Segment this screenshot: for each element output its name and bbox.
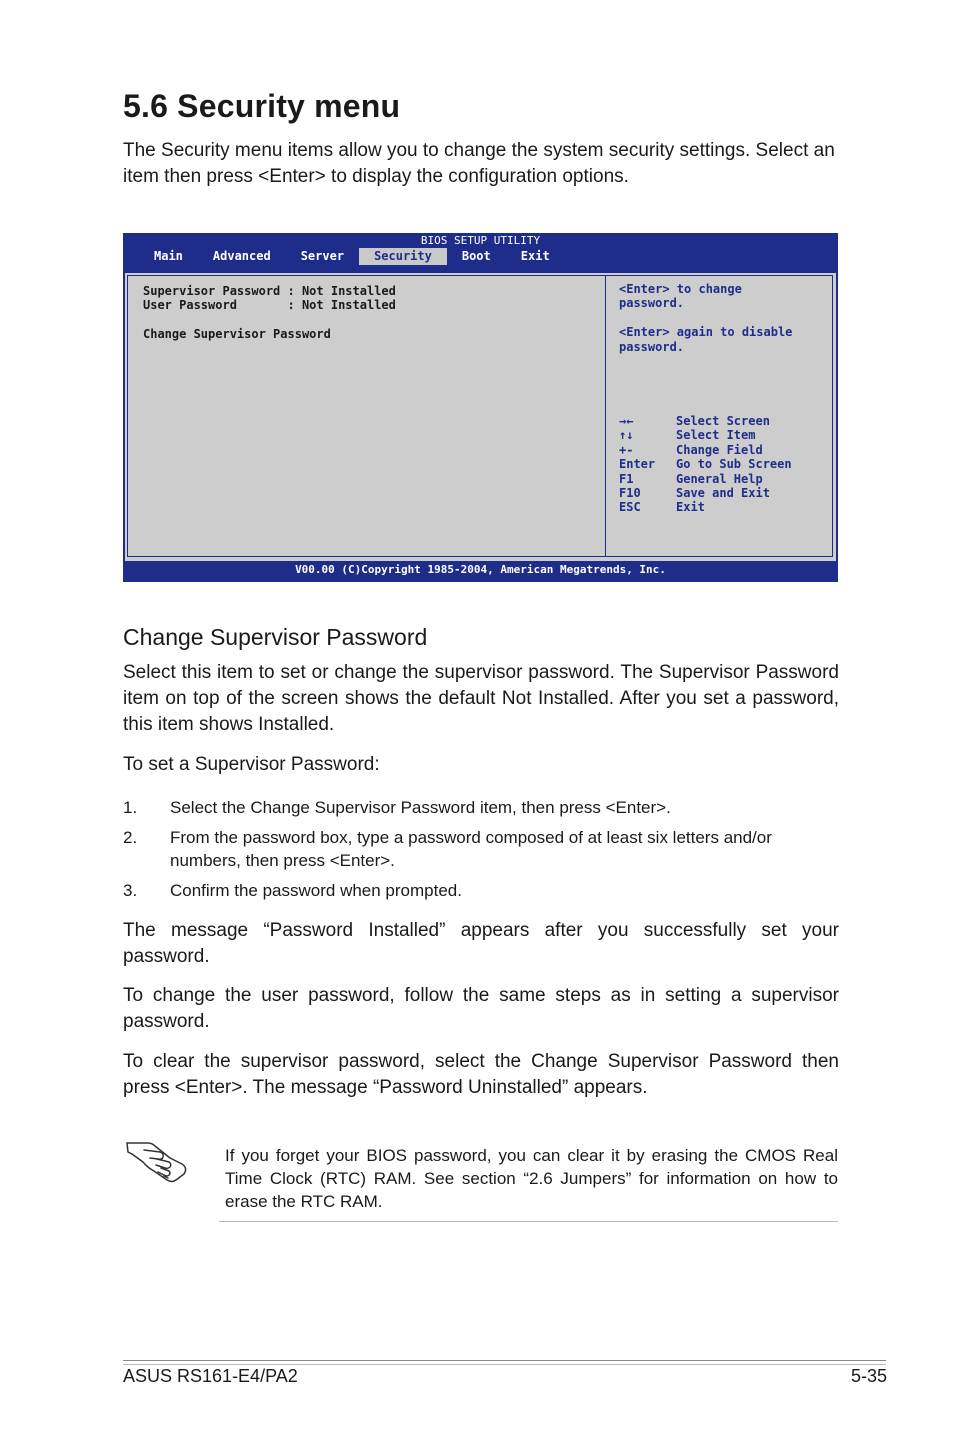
note-text: If you forget your BIOS password, you can clear it by erasing the CMOS Real Time Clock (RTC) RAM. See section “2.6 Jumpers” for information on how to erase the RTC RAM. — [225, 1146, 838, 1211]
key-row — [619, 472, 792, 486]
step-number: 2. — [123, 828, 138, 847]
key-name: F10 — [619, 485, 641, 500]
steps-intro: To set a Supervisor Password: — [123, 754, 380, 775]
footer-product: ASUS RS161-E4/PA2 — [123, 1366, 298, 1386]
key-action: Select Item — [676, 428, 756, 443]
intro-paragraph: The Security menu items allow you to change the system security settings. Select an item then press <Enter> to display the configuration options. — [123, 140, 835, 187]
key-row — [619, 428, 792, 442]
key-action: General Help — [676, 471, 763, 486]
bios-tab-main[interactable]: Main — [154, 249, 183, 263]
page-title: 5.6 Security menu — [123, 88, 401, 124]
bios-tab-security[interactable]: Security — [359, 248, 447, 265]
list-item — [123, 796, 839, 819]
key-name: →← — [619, 414, 634, 428]
bios-settings-list[interactable]: Supervisor Password : Not Installed User Password : Not Installed Change Supervisor Password — [143, 284, 396, 342]
key-name: F1 — [619, 471, 634, 486]
bios-tab-server[interactable]: Server — [300, 249, 345, 263]
list-item — [123, 879, 839, 902]
after-paragraph-3: To clear the supervisor password, select the Change Supervisor Password then press <Enter>. The message “Password Uninstalled” appears. — [123, 1051, 839, 1098]
key-action: Change Field — [676, 442, 763, 457]
section-title: Change Supervisor Password — [123, 624, 428, 650]
list-item — [123, 826, 839, 872]
bios-tab-advanced[interactable]: Advanced — [212, 249, 271, 263]
step-text: Select the Change Supervisor Password item, then press <Enter>. — [170, 798, 671, 817]
note-divider — [219, 1221, 838, 1222]
bios-screenshot — [123, 233, 838, 582]
hand-note-icon — [124, 1130, 192, 1186]
key-name: ESC — [619, 500, 641, 515]
steps-list — [123, 796, 839, 909]
key-name: +- — [619, 442, 634, 457]
footer-divider — [123, 1360, 886, 1365]
step-text: From the password box, type a password composed of at least six letters and/or numbers, then press <Enter>. — [170, 828, 772, 870]
key-row — [619, 486, 792, 500]
bios-tab-exit[interactable]: Exit — [520, 249, 550, 263]
key-row — [619, 443, 792, 457]
step-number: 3. — [123, 881, 138, 900]
step-text: Confirm the password when prompted. — [170, 881, 462, 900]
key-action: Go to Sub Screen — [676, 457, 792, 472]
key-action: Exit — [676, 500, 705, 515]
bios-frame — [127, 275, 833, 557]
bios-title: BIOS SETUP UTILITY — [420, 234, 541, 247]
section-description: Select this item to set or change the supervisor password. The Supervisor Password item on top of the screen shows the default Not Installed. After you set a password, this item shows Installed. — [123, 662, 839, 735]
key-action: Select Screen — [676, 414, 770, 428]
key-name: Enter — [619, 457, 656, 472]
bios-pane-divider — [605, 276, 606, 556]
after-paragraph-2: To change the user password, follow the same steps as in setting a supervisor password. — [123, 985, 839, 1032]
bios-key-legend — [619, 414, 792, 515]
key-action: Save and Exit — [676, 485, 770, 500]
key-name: ↑↓ — [619, 428, 634, 443]
key-row — [619, 500, 792, 514]
bios-copyright: V00.00 (C)Copyright 1985-2004, American Megatrends, Inc. — [295, 563, 666, 576]
bios-help-text: <Enter> to change password. <Enter> again to disable password. — [619, 282, 793, 354]
bios-tab-bar — [139, 248, 565, 267]
key-row — [619, 414, 792, 428]
key-row — [619, 457, 792, 471]
step-number: 1. — [123, 798, 138, 817]
footer-page-number: 5-35 — [850, 1366, 887, 1386]
bios-tab-boot[interactable]: Boot — [461, 249, 491, 263]
bios-body — [125, 273, 836, 561]
after-paragraph-1: The message “Password Installed” appears after you successfully set your password. — [123, 920, 839, 967]
